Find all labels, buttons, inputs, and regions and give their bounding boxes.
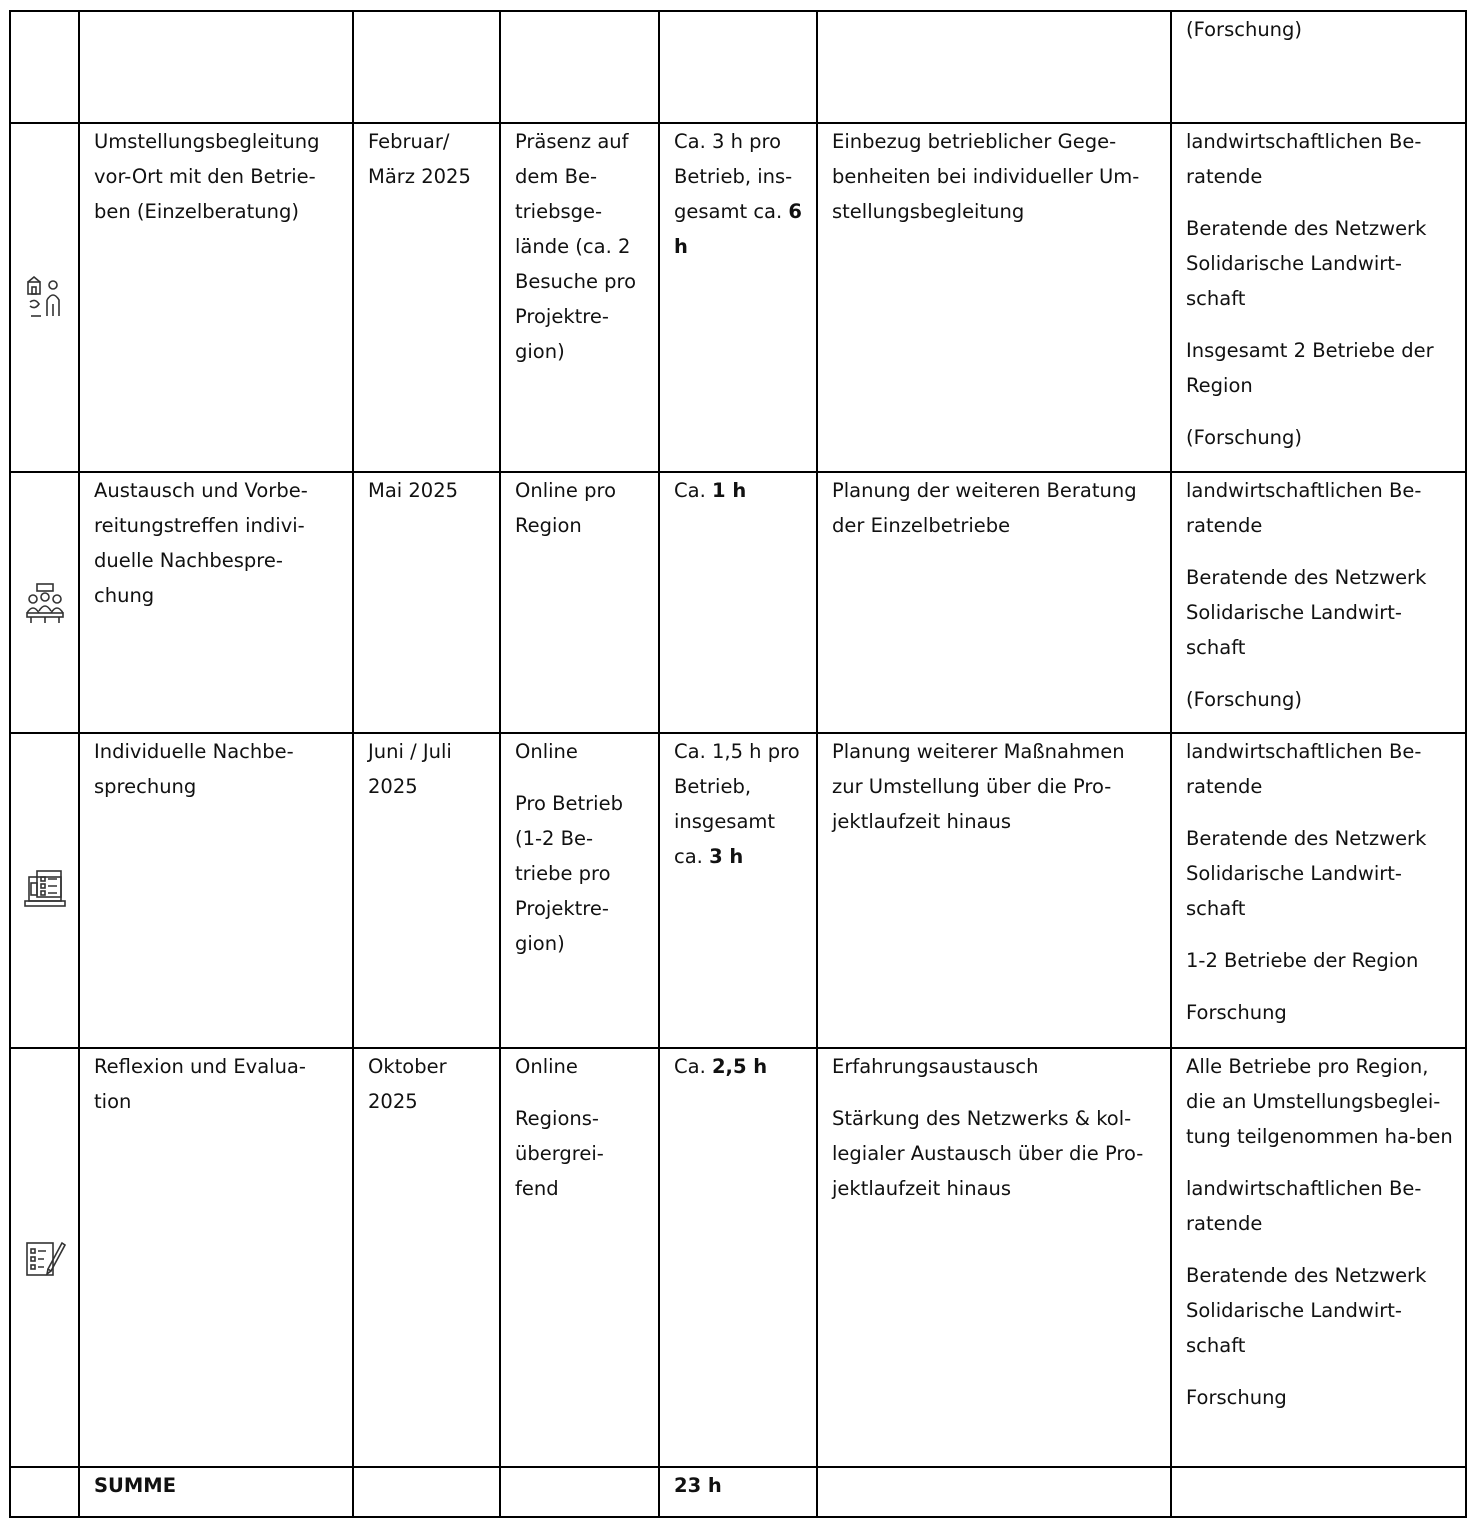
- goal-cell: [817, 123, 1171, 472]
- cell-paragraph: Oktober 2025: [368, 1055, 447, 1113]
- cell-paragraph: Präsenz auf dem Be-triebsge-lände (ca. 2 Besuche pro Projektre-gion): [515, 130, 637, 363]
- cell-paragraph: [674, 1049, 804, 1084]
- format-cell: [500, 733, 659, 1048]
- date-cell: [353, 123, 500, 472]
- cell-paragraph: 1-2 Betriebe der Region: [1186, 949, 1419, 972]
- cell-paragraph: Beratende des Netzwerk Solidarische Landwirt-schaft: [1186, 217, 1427, 310]
- cell-paragraph: (Forschung): [1186, 688, 1303, 711]
- participants-cell: [1171, 472, 1466, 733]
- cell-paragraph: landwirtschaftlichen Be-ratende: [1186, 130, 1422, 188]
- cell-paragraph: Online: [515, 1055, 578, 1078]
- cell-paragraph: Reflexion und Evalua-tion: [94, 1055, 306, 1113]
- duration-total: 2,5 h: [711, 1055, 768, 1078]
- format-cell: [500, 11, 659, 123]
- format-cell: [500, 123, 659, 472]
- evaluation-form-icon: [11, 1237, 78, 1279]
- table-row: [10, 472, 1466, 733]
- cell-paragraph: Umstellungsbegleitung vor-Ort mit den Betrie-ben (Einzelberatung): [94, 130, 320, 223]
- cell-paragraph: Februar/ März 2025: [368, 130, 471, 188]
- empty-cell: [10, 1467, 79, 1517]
- table-row: [10, 1048, 1466, 1467]
- summary-total-text: 23 h: [674, 1474, 722, 1497]
- date-cell: [353, 472, 500, 733]
- icon-cell: [10, 1048, 79, 1467]
- cell-paragraph: Einbezug betrieblicher Gege-benheiten bei individueller Um-stellungsbegleitung: [832, 130, 1140, 223]
- summary-label-text: SUMME: [94, 1474, 177, 1497]
- cell-paragraph: Austausch und Vorbe-reitungstreffen indivi-duelle Nachbespre-chung: [94, 479, 308, 607]
- activity-cell: [79, 123, 353, 472]
- laptop-checklist-icon: [11, 869, 78, 913]
- duration-cell: [659, 123, 817, 472]
- cell-paragraph: (Forschung): [1186, 18, 1303, 41]
- cell-paragraph: (Forschung): [1186, 426, 1303, 449]
- activity-cell: [79, 11, 353, 123]
- goal-cell: [817, 733, 1171, 1048]
- duration-cell: [659, 472, 817, 733]
- summary-label: [79, 1467, 353, 1517]
- duration-total: 3 h: [709, 845, 744, 868]
- activity-table: [9, 10, 1467, 1518]
- cell-paragraph: [674, 473, 804, 508]
- participants-cell: [1171, 733, 1466, 1048]
- duration-total: 6 h: [674, 200, 802, 258]
- duration-text: Ca. 3 h pro Betrieb, ins-gesamt ca.: [674, 130, 793, 223]
- cell-paragraph: landwirtschaftlichen Be-ratende: [1186, 1177, 1422, 1235]
- cell-paragraph: Planung der weiteren Beratung der Einzelbetriebe: [832, 479, 1137, 537]
- format-cell: [500, 472, 659, 733]
- empty-cell: [817, 1467, 1171, 1517]
- goal-cell: [817, 1048, 1171, 1467]
- cell-paragraph: Forschung: [1186, 1386, 1287, 1409]
- empty-cell: [1171, 1467, 1466, 1517]
- cell-paragraph: Erfahrungsaustausch: [832, 1055, 1039, 1078]
- participants-cell: [1171, 1048, 1466, 1467]
- cell-paragraph: Pro Betrieb (1-2 Be-triebe pro Projektre-gion): [515, 792, 623, 955]
- cell-paragraph: Beratende des Netzwerk Solidarische Landwirt-schaft: [1186, 1264, 1427, 1357]
- activity-cell: [79, 472, 353, 733]
- cell-paragraph: Alle Betriebe pro Region, die an Umstellungsbeglei-tung teilgenommen ha-ben: [1186, 1055, 1453, 1148]
- consultation-icon: [11, 276, 78, 320]
- format-cell: [500, 1048, 659, 1467]
- summary-row: [10, 1467, 1466, 1517]
- cell-paragraph: Juni / Juli 2025: [368, 740, 452, 798]
- icon-cell: [10, 123, 79, 472]
- icon-cell: [10, 472, 79, 733]
- cell-paragraph: Individuelle Nachbe-sprechung: [94, 740, 294, 798]
- table-row: [10, 733, 1466, 1048]
- empty-cell: [353, 1467, 500, 1517]
- date-cell: [353, 733, 500, 1048]
- duration-text: Ca.: [674, 479, 712, 502]
- goal-cell: [817, 11, 1171, 123]
- duration-text: Ca. 1,5 h pro Betrieb, insgesamt ca.: [674, 740, 800, 868]
- cell-paragraph: Forschung: [1186, 1001, 1287, 1024]
- cell-paragraph: Beratende des Netzwerk Solidarische Landwirt-schaft: [1186, 566, 1427, 659]
- duration-cell: [659, 1048, 817, 1467]
- date-cell: [353, 11, 500, 123]
- cell-paragraph: landwirtschaftlichen Be-ratende: [1186, 479, 1422, 537]
- cell-paragraph: Online: [515, 740, 578, 763]
- cell-paragraph: Mai 2025: [368, 479, 459, 502]
- duration-cell: [659, 733, 817, 1048]
- activity-cell: [79, 733, 353, 1048]
- cell-paragraph: landwirtschaftlichen Be-ratende: [1186, 740, 1422, 798]
- cell-paragraph: Insgesamt 2 Betriebe der Region: [1186, 339, 1434, 397]
- cell-paragraph: [674, 734, 804, 874]
- team-meeting-icon: [11, 583, 78, 623]
- table-row: [10, 11, 1466, 123]
- cell-paragraph: [674, 124, 804, 264]
- participants-cell: [1171, 11, 1466, 123]
- cell-paragraph: Stärkung des Netzwerks & kol-legialer Austausch über die Pro-jektlaufzeit hinaus: [832, 1107, 1144, 1200]
- duration-total: 1 h: [711, 479, 747, 502]
- cell-paragraph: Beratende des Netzwerk Solidarische Landwirt-schaft: [1186, 827, 1427, 920]
- activity-cell: [79, 1048, 353, 1467]
- participants-cell: [1171, 123, 1466, 472]
- cell-paragraph: Online pro Region: [515, 479, 616, 537]
- duration-text: Ca.: [674, 1055, 712, 1078]
- cell-paragraph: Planung weiterer Maßnahmen zur Umstellung über die Pro-jektlaufzeit hinaus: [832, 740, 1125, 833]
- empty-cell: [500, 1467, 659, 1517]
- duration-cell: [659, 11, 817, 123]
- date-cell: [353, 1048, 500, 1467]
- icon-cell: [10, 733, 79, 1048]
- cell-paragraph: Regions-übergrei-fend: [515, 1107, 604, 1200]
- summary-total: [659, 1467, 817, 1517]
- goal-cell: [817, 472, 1171, 733]
- icon-cell: [10, 11, 79, 123]
- table-row: [10, 123, 1466, 472]
